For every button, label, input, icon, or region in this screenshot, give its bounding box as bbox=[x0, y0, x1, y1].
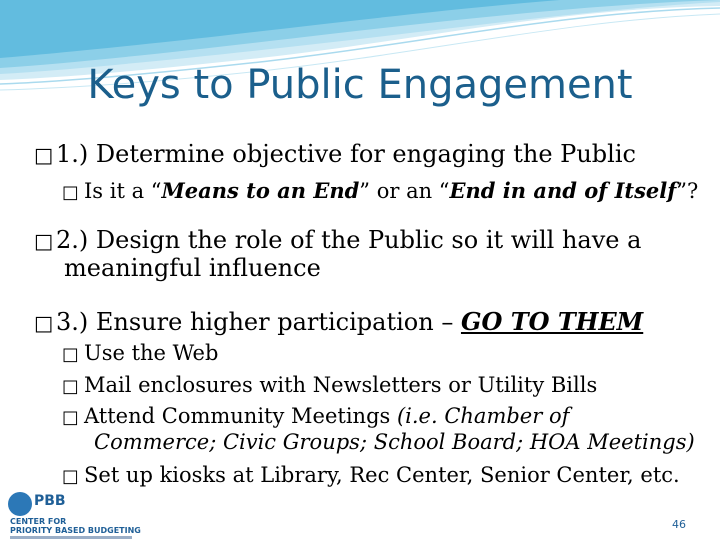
square-bullet-icon: □ bbox=[34, 143, 54, 167]
bullet-objective: □ 1.) Determine objective for engaging the Public bbox=[34, 140, 636, 168]
sub-bullet-means-end: □ Is it a “Means to an End” or an “End in and of Itself”? bbox=[62, 178, 699, 203]
slide-title: Keys to Public Engagement bbox=[87, 62, 633, 108]
square-bullet-icon: □ bbox=[62, 407, 79, 428]
sub-bullet-mail: □ Mail enclosures with Newsletters or Utility Bills bbox=[62, 373, 598, 397]
sub-bullet-web: □ Use the Web bbox=[62, 341, 219, 365]
go-to-them-emphasis: GO TO THEM bbox=[460, 307, 644, 336]
sub-bullet-kiosks: □ Set up kiosks at Library, Rec Center, Senior Center, etc. bbox=[62, 463, 680, 487]
logo-tagline-decoration bbox=[10, 536, 132, 539]
square-bullet-icon: □ bbox=[62, 182, 79, 203]
square-bullet-icon: □ bbox=[34, 311, 54, 335]
pbb-logo-mark-icon bbox=[8, 492, 32, 516]
square-bullet-icon: □ bbox=[62, 376, 79, 397]
square-bullet-icon: □ bbox=[34, 229, 54, 253]
sub-bullet-meetings-continuation: Commerce; Civic Groups; School Board; HOA Meetings) bbox=[94, 430, 695, 454]
bullet-design-role-continuation: meaningful influence bbox=[64, 254, 321, 282]
sub-bullet-meetings: □ Attend Community Meetings (i.e. Chamber of bbox=[62, 404, 570, 428]
bullet-design-role: □ 2.) Design the role of the Public so it will have a bbox=[34, 226, 642, 254]
page-number: 46 bbox=[672, 518, 686, 531]
bullet-participation: □ 3.) Ensure higher participation – GO TO THEM bbox=[34, 307, 644, 336]
square-bullet-icon: □ bbox=[62, 344, 79, 365]
square-bullet-icon: □ bbox=[62, 466, 79, 487]
